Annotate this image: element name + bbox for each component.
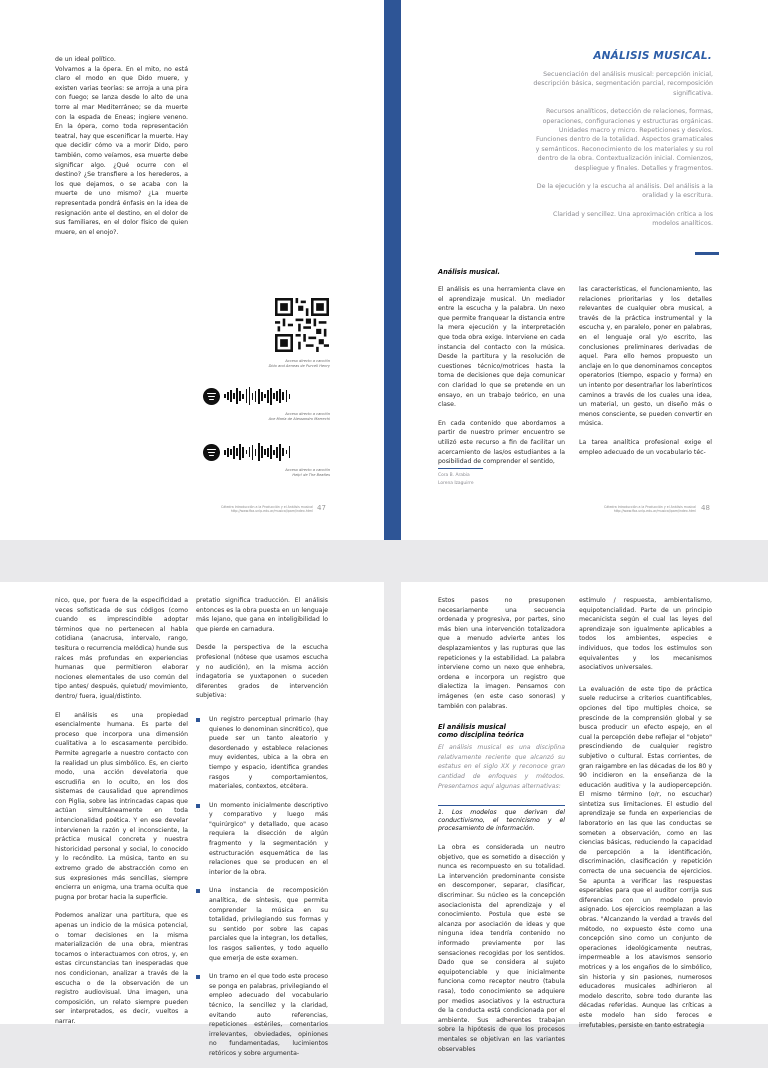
waveform-bar [273,393,275,399]
section-heading: Análisis musical. [438,268,501,276]
qr-caption [200,359,330,368]
body-paragraph: Desde la perspectiva de la escucha profesional (nótese que usamos escucha y no audición), en la misma acción indagatoria se yuxtaponen o suceden diferentes grados de intervención subjetiva: [196,644,328,700]
page-49-col1 [55,596,188,1036]
author-name: Cora B. Arabia [438,473,470,478]
waveform-bar [224,394,226,398]
summary-paragraph: Claridad y sencillez. Una aproximación crítica a los modelos analíticos. [553,210,713,228]
bullet-item: Un tramo en el que todo este proceso se ponga en palabras, privilegiando el empleo adecuado del vocabulario técnico, la sencillez y la claridad, evitando auto referencias, repeticiones estériles, comentarios irrelevantes, obviedades, opiniones no fundamentadas, lucimientos retóricos y sobre argumenta- [196,972,328,1058]
spotify-caption-1 [200,412,330,421]
page-50 [401,582,768,1053]
qr-caption-line: Dido and Aeneas de Purcell Henry [268,363,330,368]
waveform-bar [236,388,238,404]
waveform-bar [289,394,291,399]
page-48-col1 [438,285,565,476]
spotify-caption-line: Ave María de Alessandro Marrechi [268,416,330,421]
waveform-bar [255,449,257,456]
body-paragraph: La obra es considerada un neutro objetivo, que es sometido a disección y nunca es recompuesto en su totalidad. La intervención predominante consiste en descomponer, separar, clasificar, discriminar. Su núcleo es la concepción asociacionista del aprendizaje y el conocimiento. Postula que este se alcanza por asociación de ideas y que ninguna idea tendría contenido no informado previamente por las sensaciones recogidas por los sentidos. Dado que se considera al sujeto equipotenciable y que inicialmente funciona como receptor neutro (tabula rasa), todo conocimiento se adquiere por medios asociativos y la estructura de la conducta está condicionada por el ambiente. Sus adherentes trabajan sobre la hipótesis de que los procesos mentales se objetivan en las variantes observables [438,844,565,1053]
waveform-bar [286,390,288,402]
waveform-bar [258,443,260,461]
subsection-heading [438,723,565,739]
author-name: Lorena Izaguirre [438,481,474,486]
bullet-item: Un registro perceptual primario (hay quienes lo denominan sincrético), que puede ser un tanto aleatorio y desordenado y establece relaciones muy evidentes, ubica a la obra en tiempo y espacio, identifica grandes rasgos y comportamientos, materiales, contextos, etcétera. [196,715,328,792]
body-paragraph: pretatio significa traducción. El análisis entonces es la obra puesta en un lenguaje más lejano, que gana en inteligibilidad lo que pierde en carnadura. [196,597,328,633]
waveform-bar [227,448,229,457]
waveform-bar [230,449,232,455]
waveform-bar [282,448,284,456]
waveform-bar [273,450,275,455]
body-paragraph: nico, que, por fuera de la especificidad a veces sofisticada de sus códigos (como cuando es imprescindible adoptar términos que no pertenecen al habla cotidiana (anacrusa, intervalo, rango, tesitura o recurrencia melódica) hunde sus raíces más profundas en experiencias humanas que permitieron elaborar nociones elementales de uso común del tipo antes/ después, quietud/ movimiento, dentro/ fuera, igual/distinto. [55,597,188,700]
waveform-bar [242,447,244,458]
waveform-bar [233,446,235,459]
footer-line: http://www.fba.unlp.edu.ar/musica/ipam/index.html [230,509,313,514]
waveform-bar [249,387,251,405]
waveform-bar [282,392,284,400]
chapter-title: ANÁLISIS MUSICAL. [593,50,712,62]
qr-code-icon[interactable] [275,298,329,352]
page-50-col2 [579,596,712,1039]
spotify-code-1[interactable] [203,387,290,405]
page-number: 47 [317,504,326,512]
waveform-bar [279,444,281,461]
body-paragraph: En cada contenido que abordamos a partir de nuestro primer encuentro se utilizó este recurso a fin de facilitar un acercamiento de las/os estudiantes a la posibilidad de comprender el sentido, [438,419,565,466]
waveform-bar [246,450,248,454]
bullet-item: Un momento inicialmente descriptivo y comparativo y luego más "quirúrgico" y detallado, que acaso requiera la disección de algún fragmento y la segmentación y estructuración esquemática de las relaciones que se producen en el interior de la obra. [196,801,328,878]
body-line-1: de un ideal político. [55,56,116,63]
page-50-col1 [438,596,565,1063]
spotify-code-2[interactable] [203,443,290,461]
chapter-summary [531,70,713,238]
waveform-bar [276,447,278,458]
heading-line: como disciplina teórica [438,731,524,740]
authors [438,472,474,488]
spotify-icon [203,444,220,461]
waveform-bar [227,392,229,400]
waveform-bar [267,390,269,403]
body-paragraph: Estos pasos no presuponen necesariamente una secuencia ordenada y progresiva, por partes, sino más bien una intervención totalizadora que a menudo advierte antes los desplazamientos y las rupturas que las repeticiones y la estabilidad. La palabra interviene como un nexo que enhebra, ordena e incorpora un registro que dialectiza la imagen. Pensamos con imágenes (en este caso sonoras) y también con palabras. [438,597,565,710]
spotify-caption-line: Acceso directo a canción [285,412,330,416]
author-rule [438,468,483,469]
page-47-body [55,55,188,237]
page-48 [401,0,768,540]
waveform-bar [233,393,235,399]
body-paragraph: La evaluación de este tipo de práctica suele reducirse a criterios cuantificables, opciones del tipo multiples choice, se prescinde de la comprensión global y se busca producir un efecto espejo, en el cual la percepción debe reflejar el "objeto" prescindiendo de cualquier registro subjetivo o cultural. Estas corrientes, de gran raigambre en las décadas de los 80 y 90 incidieron en la enseñanza de la educación auditiva y la audiopercepción. El mismo término (o/r, no escuchar) sintetiza sus limitaciones. El estudio del aprendizaje se funda en experiencias de laboratorio en las que las conductas se someten a observación, como en las ciencias básicas, reduciendo la capacidad de percepción a la identificación, discriminación, clasificación y repetición correcta de una secuencia de ejercicios. Se apunta a verificar las respuestas esperables para que el auditor corrija sus diferencias con un modelo previo asignado. Los ejercicios reemplazan a las obras. "Alcanzando la verdad a través del método, no expuesto éste como una concepción sino como un conjunto de operaciones ideológicamente neutras, impermeable a los atavismos sensorio motrices y a los engaños de lo simbólico, sin historia y sin pasiones, numerosos educadores musicales adhirieron al modelo descrito, sobre todo durante las décadas referidas. Aunque las críticas a este modelo han sido feroces e irrefutables, persiste en tanto estrategia [579,685,712,1029]
waveform-bar [246,389,248,403]
page-49-col2 [196,596,328,1068]
waveform-bar [236,448,238,456]
waveform-bar [249,447,251,457]
waveform-bar [261,446,263,458]
waveform-bar [261,392,263,401]
spine-bar [384,0,401,540]
waveform-bar [239,391,241,401]
spotify-waveform [224,443,290,461]
waveform-bar [264,394,266,398]
waveform-bar [276,391,278,401]
waveform-bar [258,389,260,404]
page-47-footer [180,505,313,513]
heading-rule [438,805,565,806]
spotify-waveform [224,387,290,405]
spotify-caption-2 [200,468,330,477]
bullet-item: Una instancia de recomposición analítica, de síntesis, que permita comprender la música en su totalidad, privilegiando sus formas y su sentido por sobre las capas parciales que la integran, los detalles, los rasgos salientes, y todo aquello que emerja de este examen. [196,886,328,963]
waveform-bar [289,446,291,458]
title-rule [695,252,719,255]
page-49 [0,582,384,1057]
summary-paragraph: Secuenciación del análisis musical: percepción inicial, descripción básica, segmentación parcial, recomposición significativa. [533,71,713,97]
body-paragraph: las características, el funcionamiento, las relaciones prioritarias y los detalles relevantes de cualquier obra musical, a través de la práctica instrumental y la escucha y, en paralelo, poner en palabras, en el lenguaje oral y/o escrito, las conclusiones preliminares derivadas de aquel. Para ello hemos propuesto un anclaje en lo que denominamos conceptos operatorios (tiempo, espacio y forma) en un intento por desentrañar los laberínticos caminos a través de los cuales una idea, un material, un gesto, un diseño más o menos consciente, se pueden convertir en música. [579,286,712,428]
waveform-bar [286,450,288,454]
spotify-icon [203,388,220,405]
waveform-bar [252,393,254,400]
waveform-bar [230,390,232,402]
waveform-bar [239,444,241,460]
waveform-bar [242,394,244,399]
footer-line: Cátedra Introducción a la Producción y el Análisis musical [604,505,696,509]
body-paragraph: Volvamos a la ópera. En el mito, no está claro el modo en que Dido muere, y existen varias teorías: se arroja a una pira con fuego; se lanza desde lo alto de una torre al mar Mediterráneo; se da muerte con la espada de Eneas; ingiere veneno. En la ópera, como toda representación teatral, hay que escenificar la muerte. Hay que decidir cómo va a morir Dido, pero también, como veíamos, esa muerte debe significar algo. ¿Qué ocurre con el destino? ¿Se transfiere a los herederos, a los que dejamos, o se acaba con la muerte de uno mismo? ¿La muerte representada pondrá énfasis en la idea de resignación ante el destino, en el dolor de sus familiares, en el dolor físico de quien muere, en el enojo?. [55,65,188,236]
waveform-bar [270,388,272,405]
body-paragraph: El análisis es una propiedad esencialmente humana. Es parte del proceso que incorpora una dimensión cualitativa a lo escasamente percibido. Permite agregarle a nuestro contacto con la realidad un plus simbólico. Es, en cierto modo, una acción develatoria que escrudiña en lo oculto, en los dos sistemas de causalidad que aprendimos con Piglia, sobre las intrincadas capas que actúan simultáneamente en toda intencionalidad poética. Y en ese develar intervienen la razón y el inconsciente, la práctica musical concreta y nuestra historicidad personal y social, lo conocido y lo recóndito. La música, tanto en su extremo grado de abstracción como en sus expresiones más sencillas, siempre encierra un enigma, una trama oculta que pugna por brotar hacia la superficie. [55,711,188,901]
body-paragraph: La tarea analítica profesional exige el empleo adecuado de un vocabulario téc- [579,438,712,456]
page-number: 48 [701,504,710,512]
waveform-bar [252,445,254,460]
summary-paragraph: Recursos analíticos, detección de relaciones, formas, operaciones, configuraciones y estructuras orgánicas. Unidades macro y micro. Repeticiones y desvíos. Funciones dentro de la totalidad. Aspectos gramaticales y semánticos. Reconocimiento de los materiales y su rol dentro de la obra. Contextualización inicial. Comienzos, despliegue y finales. Detalles y fragmentos. [535,108,713,172]
qr-caption-line: Acceso directo a canción [285,359,330,363]
heading-line: El análisis musical [438,723,506,732]
model-heading: 1. Los modelos que derivan del conductivismo, el tecnicismo y el procesamiento de información. [438,809,565,833]
waveform-bar [270,445,272,459]
waveform-bar [279,389,281,403]
body-paragraph: Podemos analizar una partitura, que es apenas un indicio de la música potencial, o tomar decisiones en la misma materialización de una obra, mientras tocamos o interactuamos con otros, y, en estas circunstancias tan inesperadas que nos condicionan, analizar a través de la escucha o de la observación de un registro audiovisual. Una imagen, una composición, un relato siempre pueden ser interpretados, es decir, vueltos a narrar. [55,912,188,1025]
footer-line: http://www.fba.unlp.edu.ar/musica/ipam/index.html [613,509,696,514]
body-paragraph: El análisis es una herramienta clave en el aprendizaje musical. Un mediador entre la escucha y la palabra. Un nexo que permite franquear la distancia entre la mera ejecución y la interpretación que toda obra exige. Interviene en cada instancia del contacto con la música. Desde la partitura y la resolución de cuestiones técnico/motrices hasta la toma de decisiones que deja comunicar con claridad lo que se pretende en un ensayo, en un trabajo teórico, en una clase. [438,286,565,409]
spotify-caption-line: Acceso directo a canción [285,468,330,472]
waveform-bar [224,450,226,455]
body-paragraph: estímulo / respuesta, ambientalismo, equipotencialidad. Parte de un principio mecanicista según el cual las leyes del aprendizaje son igualmente aplicables a todos los ambientes, especies e individuos, que todos los estímulos son equivalentes y los mecanismos asociativos universales. [579,597,712,672]
summary-paragraph: De la ejecución y la escucha al análisis. Del análisis a la oralidad y la escritura. [536,183,713,200]
waveform-bar [264,449,266,455]
waveform-bar [255,391,257,402]
spotify-caption-line: Help! de The Beatles [292,472,330,477]
footer-line: Cátedra Introducción a la Producción y el Análisis musical [221,505,313,509]
page-48-footer [569,505,696,513]
italic-paragraph: El análisis musical es una disciplina relativamente reciente que alcanzó su estatus en el siglo XX y reconoce gran cantidad de enfoques y métodos. Presentamos aquí algunas alternativas: [438,744,565,790]
page-47 [0,0,384,540]
waveform-bar [267,448,269,457]
page-48-col2 [579,285,712,466]
